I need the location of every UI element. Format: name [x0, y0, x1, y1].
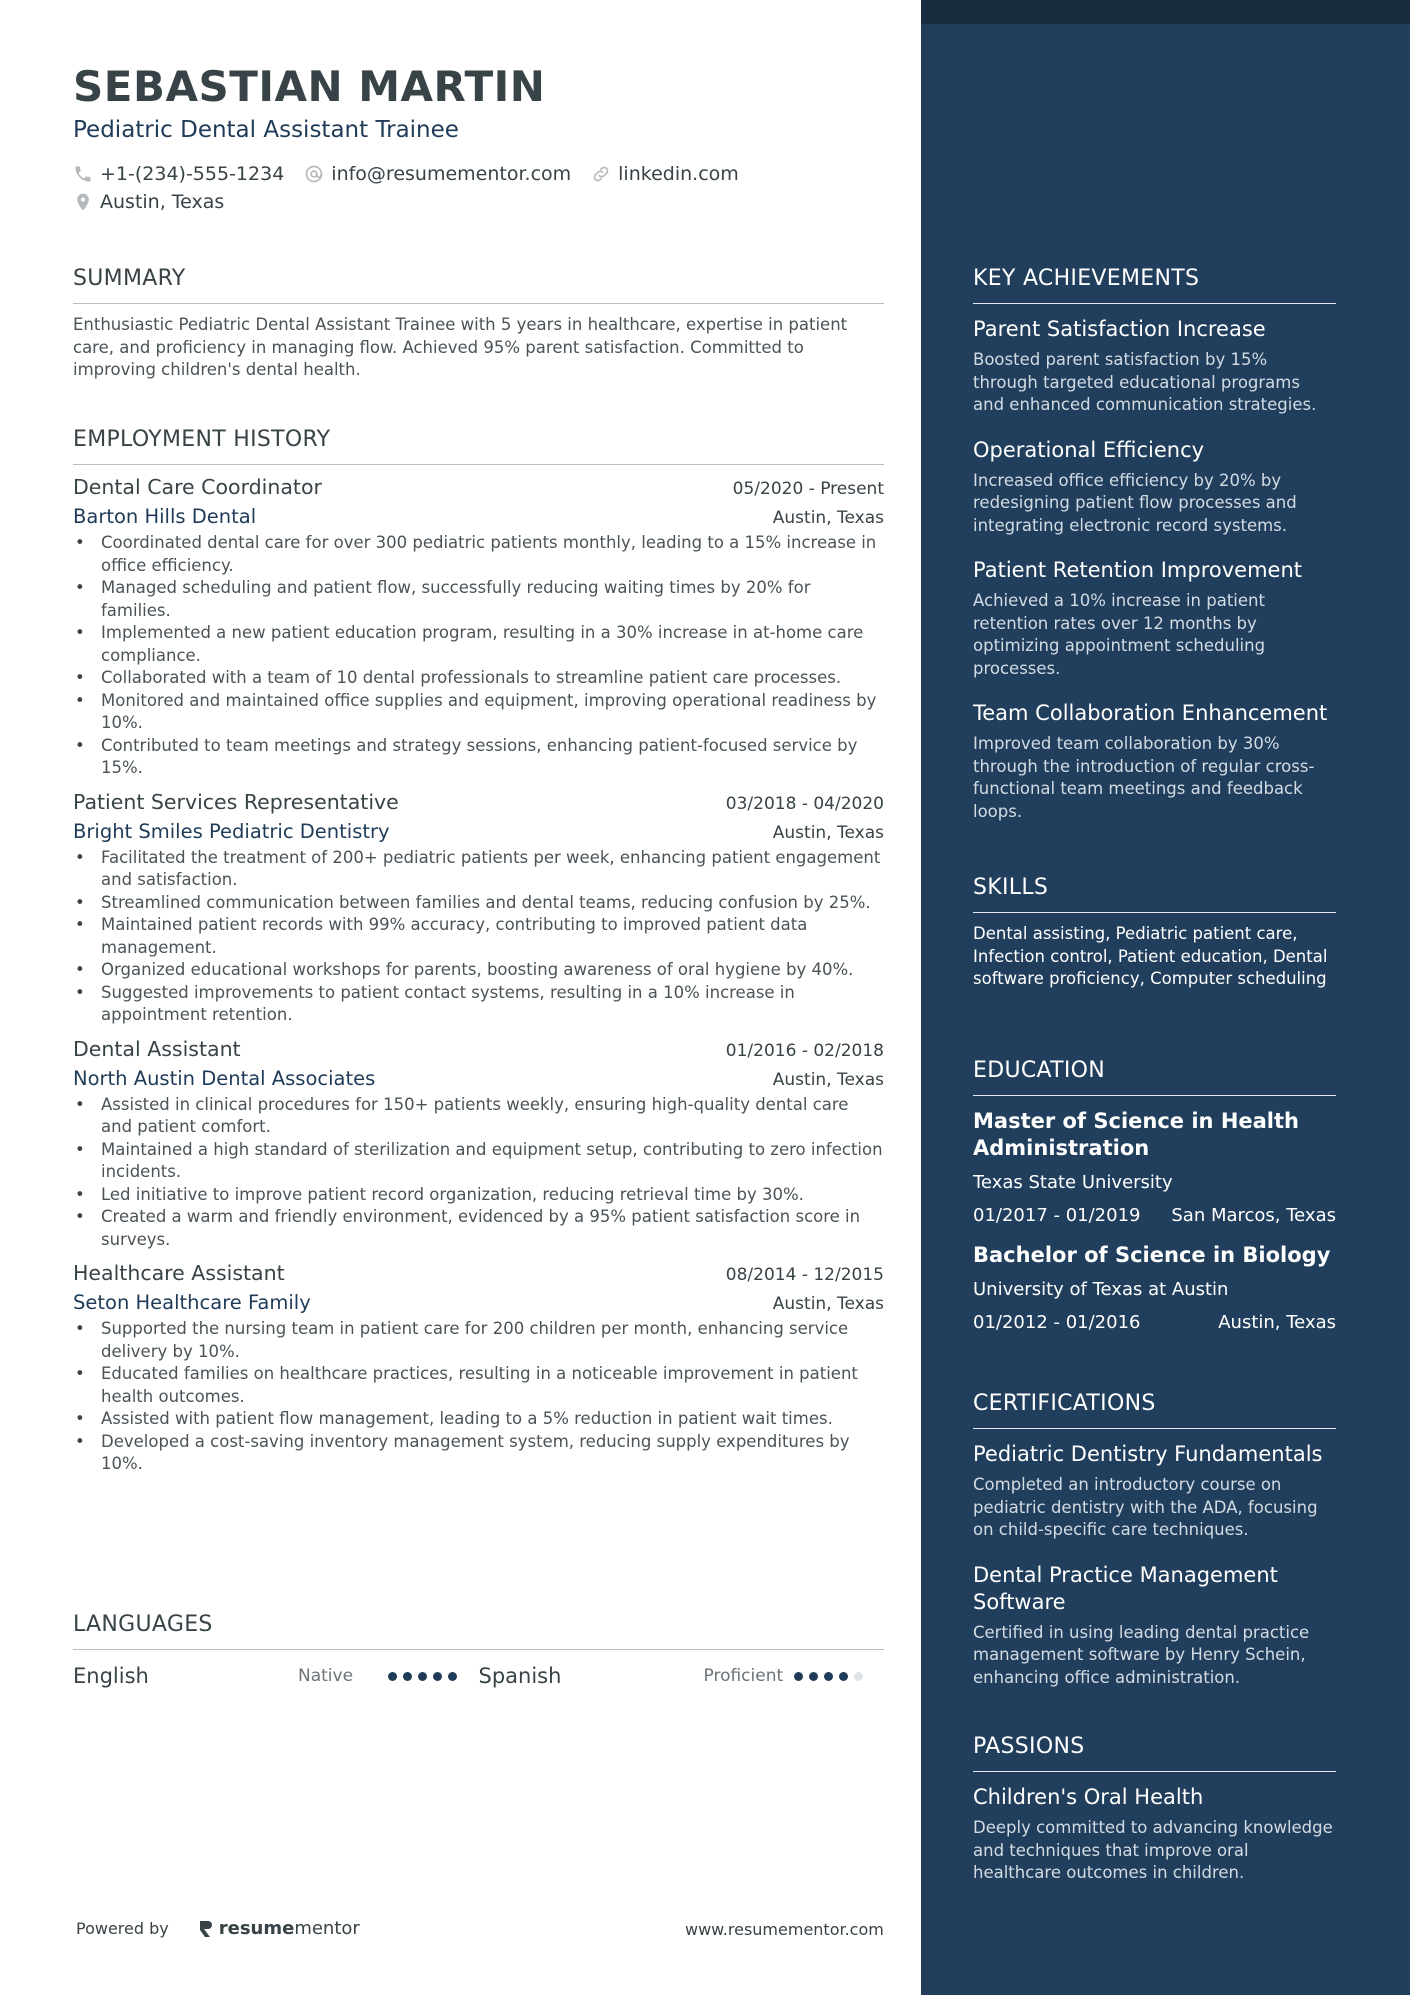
passion-list — [973, 1784, 1336, 1885]
contact-email[interactable] — [304, 163, 571, 185]
job-dates: 08/2014 - 12/2015 — [725, 1265, 884, 1285]
language-level: Proficient — [703, 1666, 784, 1686]
job-company: Barton Hills Dental — [73, 505, 257, 528]
website-text: linkedin.com — [618, 163, 739, 185]
certification-title: Pediatric Dentistry Fundamentals — [973, 1442, 1323, 1466]
rating-dot — [824, 1672, 833, 1681]
job-company: Seton Healthcare Family — [73, 1291, 311, 1314]
job-title: Dental Assistant — [73, 1036, 241, 1061]
employment-section — [73, 427, 884, 1476]
certification-item — [973, 1441, 1336, 1542]
certification-text: Completed an introductory course on pediatric dentistry with the ADA, focusing on child-specific care techniques. — [973, 1475, 1318, 1539]
email-text: info@resumementor.com — [331, 163, 572, 185]
achievement-text: Improved team collaboration by 30% through the introduction of regular cross-functional team meetings and feedback loops. — [973, 734, 1315, 821]
achievement-item — [973, 437, 1336, 538]
achievement-text: Achieved a 10% increase in patient retention rates over 12 months by optimizing appointment scheduling processes. — [973, 591, 1266, 678]
certification-item — [973, 1562, 1336, 1690]
job-header — [73, 1037, 884, 1061]
job-bullets — [73, 1318, 884, 1476]
job-subheader — [73, 820, 884, 843]
rating-dot — [839, 1672, 848, 1681]
job-bullet: • Created a warm and friendly environment, evidenced by a 95% patient satisfaction score in surveys. — [73, 1206, 884, 1251]
language-name: Spanish — [478, 1664, 562, 1688]
brand-name-bold: resume — [218, 1918, 295, 1939]
job-bullet: • Streamlined communication between families and dental teams, reducing confusion by 25%. — [73, 892, 884, 915]
skills-text: Dental assisting, Pediatric patient care, Infection control, Patient education, Dental software proficiency, Computer scheduling — [973, 924, 1328, 988]
job-entry — [73, 1261, 884, 1476]
brand-logo-icon — [197, 1919, 215, 1939]
job-bullets — [73, 847, 884, 1027]
achievement-title: Operational Efficiency — [973, 437, 1205, 462]
contact-location — [73, 191, 224, 213]
job-bullet: • Led initiative to improve patient record organization, reducing retrieval time by 30%. — [73, 1184, 884, 1207]
education-meta — [973, 1312, 1336, 1333]
skills-section — [973, 875, 1336, 991]
job-bullet: • Managed scheduling and patient flow, successfully reducing waiting times by 20% for families. — [73, 577, 884, 622]
job-header — [73, 1261, 884, 1285]
job-bullet: • Monitored and maintained office supplies and equipment, improving operational readiness by 10%. — [73, 690, 884, 735]
job-dates: 01/2016 - 02/2018 — [725, 1040, 884, 1061]
job-title: Healthcare Assistant — [73, 1261, 285, 1285]
language-item — [73, 1664, 479, 1688]
certification-title: Dental Practice Management Software — [973, 1562, 1278, 1614]
job-location: Austin, Texas — [772, 1069, 884, 1090]
achievement-list — [973, 316, 1336, 823]
job-bullet: • Contributed to team meetings and strategy sessions, enhancing patient-focused service by 15%. — [73, 735, 884, 780]
job-bullet: • Assisted in clinical procedures for 150+ patients weekly, ensuring high-quality dental care and patient comfort. — [73, 1094, 884, 1139]
employment-heading: EMPLOYMENT HISTORY — [73, 427, 884, 465]
job-location: Austin, Texas — [772, 508, 884, 528]
education-meta — [973, 1205, 1336, 1226]
education-location: Austin, Texas — [1218, 1312, 1336, 1333]
job-bullet: • Facilitated the treatment of 200+ pediatric patients per week, enhancing patient engagement and satisfaction. — [73, 847, 884, 892]
rating-dot — [403, 1672, 412, 1681]
candidate-title: Pediatric Dental Assistant Trainee — [73, 117, 459, 143]
job-subheader — [73, 1067, 884, 1090]
powered-by-text: Powered by — [76, 1919, 169, 1938]
candidate-name: SEBASTIAN MARTIN — [73, 62, 546, 111]
at-icon — [304, 164, 324, 184]
job-location: Austin, Texas — [772, 822, 884, 843]
job-location: Austin, Texas — [772, 1294, 884, 1314]
rating-dot — [388, 1672, 397, 1681]
language-item — [479, 1664, 885, 1688]
job-bullet: • Maintained a high standard of sterilization and equipment setup, contributing to zero infection incidents. — [73, 1139, 884, 1184]
job-title: Patient Services Representative — [73, 789, 399, 814]
achievement-text: Increased office efficiency by 20% by redesigning patient flow processes and integrating electronic record systems. — [973, 470, 1297, 535]
job-dates: 05/2020 - Present — [732, 479, 884, 499]
achievement-title: Patient Retention Improvement — [973, 558, 1302, 582]
achievement-text: Boosted parent satisfaction by 15% through targeted educational programs and enhanced communication strategies. — [973, 350, 1317, 414]
job-bullets — [73, 532, 884, 780]
certification-text: Certified in using leading dental practice management software by Henry Schein, enhancing office administration. — [973, 1622, 1310, 1687]
achievement-title: Parent Satisfaction Increase — [973, 317, 1266, 341]
education-dates: 01/2012 - 01/2016 — [973, 1312, 1141, 1333]
brand-name-light: mentor — [294, 1918, 360, 1939]
job-bullet: • Coordinated dental care for over 300 pediatric patients monthly, leading to a 15% increase in office efficiency. — [73, 532, 884, 577]
passion-title: Children's Oral Health — [973, 1785, 1204, 1809]
phone-text: +1-(234)-555-1234 — [100, 163, 285, 185]
phone-icon — [73, 164, 93, 184]
achievement-item — [973, 557, 1336, 680]
rating-dot — [809, 1672, 818, 1681]
job-title: Dental Care Coordinator — [73, 475, 322, 499]
job-header — [73, 790, 884, 814]
passion-item — [973, 1784, 1336, 1885]
job-entry — [73, 475, 884, 780]
job-bullets — [73, 1094, 884, 1252]
location-text: Austin, Texas — [100, 191, 225, 213]
sidebar-column — [921, 0, 1410, 1995]
passion-text: Deeply committed to advancing knowledge and techniques that improve oral healthcare outcomes in children. — [973, 1818, 1333, 1882]
certifications-heading: CERTIFICATIONS — [973, 1391, 1336, 1429]
job-company: Bright Smiles Pediatric Dentistry — [73, 819, 390, 843]
language-rating — [388, 1672, 463, 1681]
location-pin-icon — [73, 192, 93, 212]
rating-dot — [854, 1672, 863, 1681]
rating-dot — [794, 1672, 803, 1681]
footer-url[interactable]: www.resumementor.com — [685, 1920, 884, 1939]
rating-dot — [448, 1672, 457, 1681]
job-bullet: • Assisted with patient flow management, leading to a 5% reduction in patient wait times. — [73, 1408, 884, 1431]
summary-section — [73, 266, 884, 382]
contact-website[interactable] — [591, 163, 739, 185]
education-section — [973, 1058, 1336, 1333]
job-bullet: • Organized educational workshops for parents, boosting awareness of oral hygiene by 40%. — [73, 959, 884, 982]
job-company: North Austin Dental Associates — [73, 1066, 376, 1090]
job-entry — [73, 1037, 884, 1252]
sidebar-top-bar — [921, 0, 1410, 24]
job-bullet: • Implemented a new patient education program, resulting in a 30% increase in at-home care compliance. — [73, 622, 884, 667]
education-degree: Bachelor of Science in Biology — [973, 1243, 1331, 1267]
passions-heading: PASSIONS — [973, 1734, 1336, 1772]
summary-heading: SUMMARY — [73, 266, 884, 304]
achievement-item — [973, 700, 1336, 823]
contact-phone[interactable] — [73, 163, 284, 185]
footer-powered — [76, 1918, 360, 1939]
job-subheader — [73, 505, 884, 528]
education-heading: EDUCATION — [973, 1058, 1336, 1096]
certifications-section — [973, 1391, 1336, 1689]
languages-heading: LANGUAGES — [73, 1612, 884, 1650]
certification-list — [973, 1441, 1336, 1689]
rating-dot — [418, 1672, 427, 1681]
language-name: English — [73, 1664, 149, 1688]
job-list — [73, 475, 884, 1476]
skills-heading: SKILLS — [973, 875, 1336, 913]
education-item — [973, 1108, 1336, 1226]
job-bullet: • Educated families on healthcare practices, resulting in a noticeable improvement in patient health outcomes. — [73, 1363, 884, 1408]
job-bullet: • Suggested improvements to patient contact systems, resulting in a 10% increase in appointment retention. — [73, 982, 884, 1027]
contact-info — [73, 160, 759, 216]
education-school: Texas State University — [973, 1172, 1173, 1193]
language-rating — [794, 1672, 869, 1681]
achievements-section — [973, 266, 1336, 823]
rating-dot — [433, 1672, 442, 1681]
education-dates: 01/2017 - 01/2019 — [973, 1205, 1141, 1226]
job-bullet: • Maintained patient records with 99% accuracy, contributing to improved patient data management. — [73, 914, 884, 959]
achievements-heading: KEY ACHIEVEMENTS — [973, 266, 1336, 304]
education-item — [973, 1242, 1336, 1333]
passions-section — [973, 1734, 1336, 1885]
job-header — [73, 475, 884, 499]
achievement-title: Team Collaboration Enhancement — [973, 701, 1328, 725]
education-location: San Marcos, Texas — [1171, 1205, 1336, 1226]
summary-text: Enthusiastic Pediatric Dental Assistant Trainee with 5 years in healthcare, expertise in patient care, and proficiency in managing flow. Achieved 95% parent satisfaction. Committed to improving children's dental health. — [73, 315, 848, 379]
brand-logo[interactable] — [197, 1918, 360, 1939]
link-icon — [591, 164, 611, 184]
languages-section — [73, 1612, 884, 1688]
language-level: Native — [298, 1666, 354, 1686]
job-bullet: • Developed a cost-saving inventory management system, reducing supply expenditures by 10%. — [73, 1431, 884, 1476]
job-entry — [73, 790, 884, 1027]
education-school: University of Texas at Austin — [973, 1279, 1229, 1300]
education-degree: Master of Science in Health Administration — [973, 1109, 1299, 1160]
achievement-item — [973, 316, 1336, 417]
job-subheader — [73, 1291, 884, 1314]
job-bullet: • Supported the nursing team in patient care for 200 children per month, enhancing service delivery by 10%. — [73, 1318, 884, 1363]
job-dates: 03/2018 - 04/2020 — [725, 793, 884, 814]
job-bullet: • Collaborated with a team of 10 dental professionals to streamline patient care processes. — [73, 667, 884, 690]
education-list — [973, 1108, 1336, 1333]
language-list — [73, 1664, 884, 1688]
